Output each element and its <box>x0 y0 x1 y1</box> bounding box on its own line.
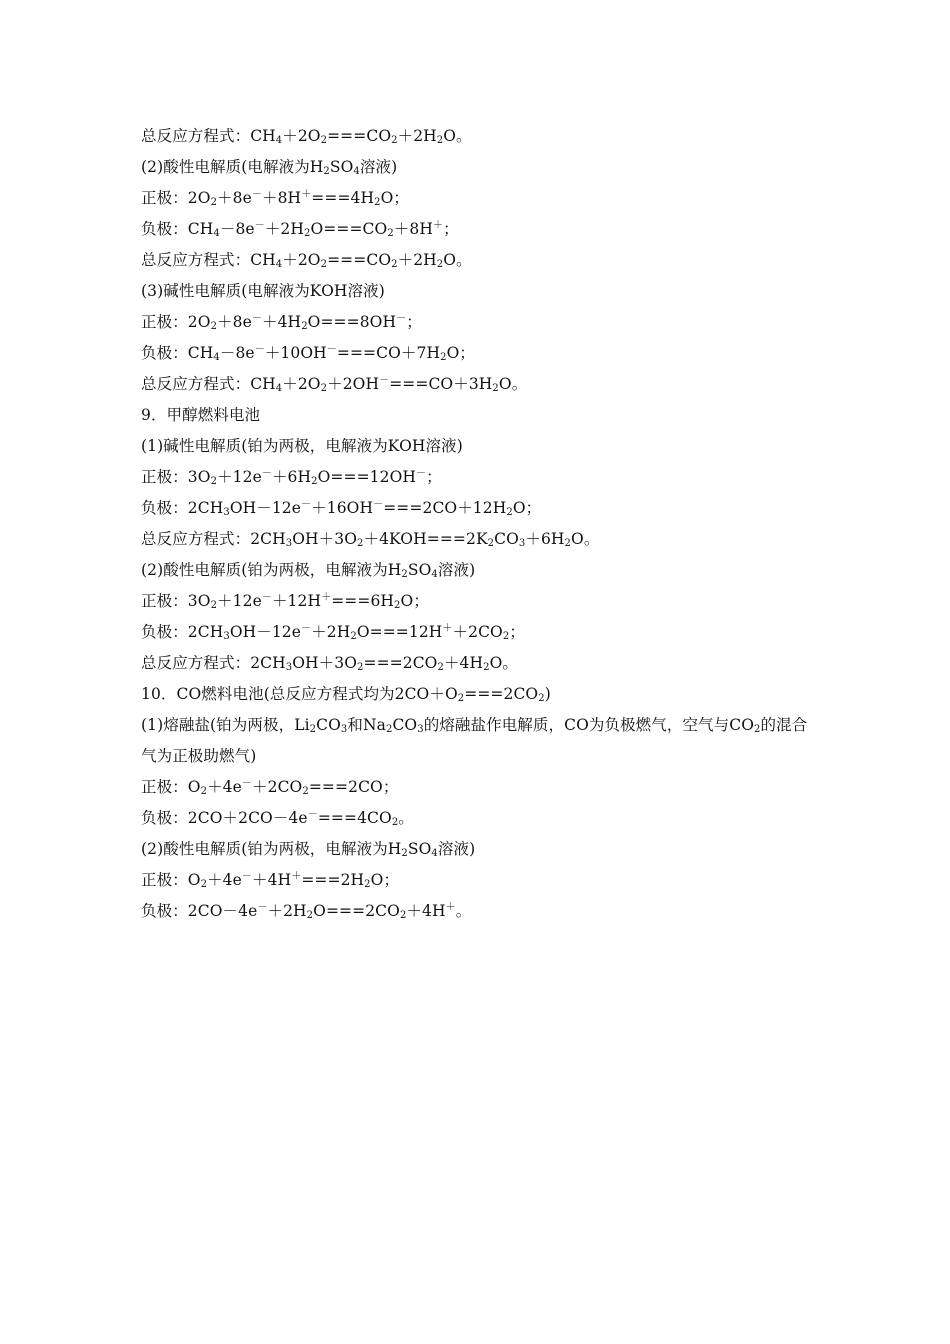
text-line: 总反应方程式：$CH_4+2O_2===CO_2+2H_2O$。 <box>141 251 472 270</box>
text-line: (1)碱性电解质(铂为两极，电解液为KOH溶液) <box>141 437 463 455</box>
text-line: (2)酸性电解质(电解液为$H_2SO_4$溶液) <box>141 158 398 177</box>
document-body <box>141 121 821 927</box>
text-line: 负极：$2CH_3OH-12e^-+2H_2O===12H^++2CO_2$； <box>141 623 525 642</box>
text-line: 负极：$2CH_3OH-12e^-+16OH^-===2CO+12H_2O$； <box>141 499 542 518</box>
text-line: (2)酸性电解质(铂为两极，电解液为$H_2SO_4$溶液) <box>141 561 476 580</box>
text-line: 正极：$3O_2+12e^-+12H^+===6H_2O$； <box>141 592 429 611</box>
text-line: 总反应方程式：$CH_4+2O_2===CO_2+2H_2O$。 <box>141 127 472 146</box>
text-line: 正极：$3O_2+12e^-+6H_2O===12OH^-$； <box>141 468 442 487</box>
section-heading: 9．甲醇燃料电池 <box>141 406 261 424</box>
text-line: 总反应方程式：$CH_4+2O_2+2OH^-===CO+3H_2O$。 <box>141 375 528 394</box>
text-line: 正极：$2O_2+8e^-+4H_2O===8OH^-$； <box>141 313 422 332</box>
text-line: (3)碱性电解质(电解液为KOH溶液) <box>141 282 385 300</box>
text-line: (2)酸性电解质(铂为两极，电解液为$H_2SO_4$溶液) <box>141 840 476 859</box>
text-line: 负极：$CH_4-8e^-+2H_2O===CO_2+8H^+$； <box>141 220 459 239</box>
text-line: 负极：$CH_4-8e^-+10OH^-===CO+7H_2O$； <box>141 344 475 363</box>
text-line: 正极：$2O_2+8e^-+8H^+===4H_2O$； <box>141 189 410 208</box>
text-line: 负极：$2CO-4e^-+2H_2O===2CO_2+4H^+$。 <box>141 902 472 921</box>
text-paragraph: (1)熔融盐(铂为两极，$Li_2CO_3$和$Na_2CO_3$的熔融盐作电解质，CO为负极燃气，空气与$CO_2$的混合气为正极助燃气) <box>141 716 808 765</box>
text-line: 负极：$2CO+2CO-4e^-===4CO_2$。 <box>141 809 414 828</box>
text-line: 总反应方程式：$2CH_3OH+3O_2+4KOH===2K_2CO_3+6H_2O$。 <box>141 530 600 549</box>
text-line: 正极：$O_2+4e^-+4H^+===2H_2O$； <box>141 871 400 890</box>
section-heading: 10．CO燃料电池(总反应方程式均为$2CO+O_2===2CO_2$) <box>141 685 551 704</box>
text-line: 总反应方程式：$2CH_3OH+3O_2===2CO_2+4H_2O$。 <box>141 654 519 673</box>
text-line: 正极：$O_2+4e^-+2CO_2===2CO$； <box>141 778 399 797</box>
